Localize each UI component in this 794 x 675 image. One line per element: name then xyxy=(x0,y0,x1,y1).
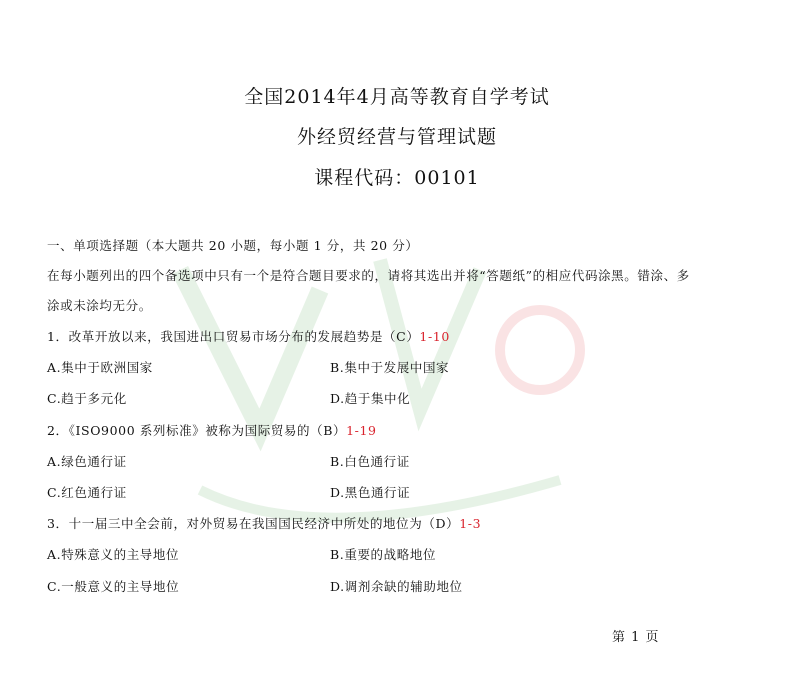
instruction-line-1: 在每小题列出的四个备选项中只有一个是符合题目要求的，请将其选出并将“答题纸”的相应代码涂黑。错涂、多 xyxy=(47,268,690,283)
question-3-option-b: B.重要的战略地位 xyxy=(330,547,437,562)
watermark-logo xyxy=(120,230,640,590)
page-number: 第 1 页 xyxy=(612,630,660,645)
course-code: 课程代码：00101 xyxy=(314,167,480,189)
question-3-option-d: D.调剂余缺的辅助地位 xyxy=(330,579,463,594)
question-1-ref: 1-10 xyxy=(419,329,450,344)
question-2-text: 2．《ISO9000 系列标准》被称为国际贸易的（B） xyxy=(47,423,347,438)
question-3-ref: 1-3 xyxy=(459,516,482,531)
question-2-ref: 1-19 xyxy=(346,423,377,438)
question-3-text: 3．十一届三中全会前，对外贸易在我国国民经济中所处的地位为（D） xyxy=(47,516,460,531)
question-1-option-b: B.集中于发展中国家 xyxy=(330,360,450,375)
instruction-line-2: 涂或未涂均无分。 xyxy=(47,298,152,313)
question-1-option-d: D.趋于集中化 xyxy=(330,391,411,406)
question-2-option-b: B.白色通行证 xyxy=(330,454,410,469)
question-1-option-a: A.集中于欧洲国家 xyxy=(47,360,153,375)
question-2-option-c: C.红色通行证 xyxy=(47,485,127,500)
question-2-option-d: D.黑色通行证 xyxy=(330,485,411,500)
question-2-option-a: A.绿色通行证 xyxy=(47,454,127,469)
exam-title: 全国2014年4月高等教育自学考试 xyxy=(244,86,550,108)
question-1-option-c: C.趋于多元化 xyxy=(47,391,127,406)
section-heading: 一、单项选择题（本大题共 20 小题，每小题 1 分，共 20 分） xyxy=(47,238,419,253)
course-name: 外经贸经营与管理试题 xyxy=(296,126,497,148)
question-2-stem xyxy=(47,421,377,439)
question-3-option-c: C.一般意义的主导地位 xyxy=(47,579,180,594)
question-1-stem xyxy=(47,327,450,345)
question-3-stem xyxy=(47,514,481,532)
question-3-option-a: A.特殊意义的主导地位 xyxy=(47,547,180,562)
question-1-text: 1．改革开放以来，我国进出口贸易市场分布的发展趋势是（C） xyxy=(47,329,420,344)
